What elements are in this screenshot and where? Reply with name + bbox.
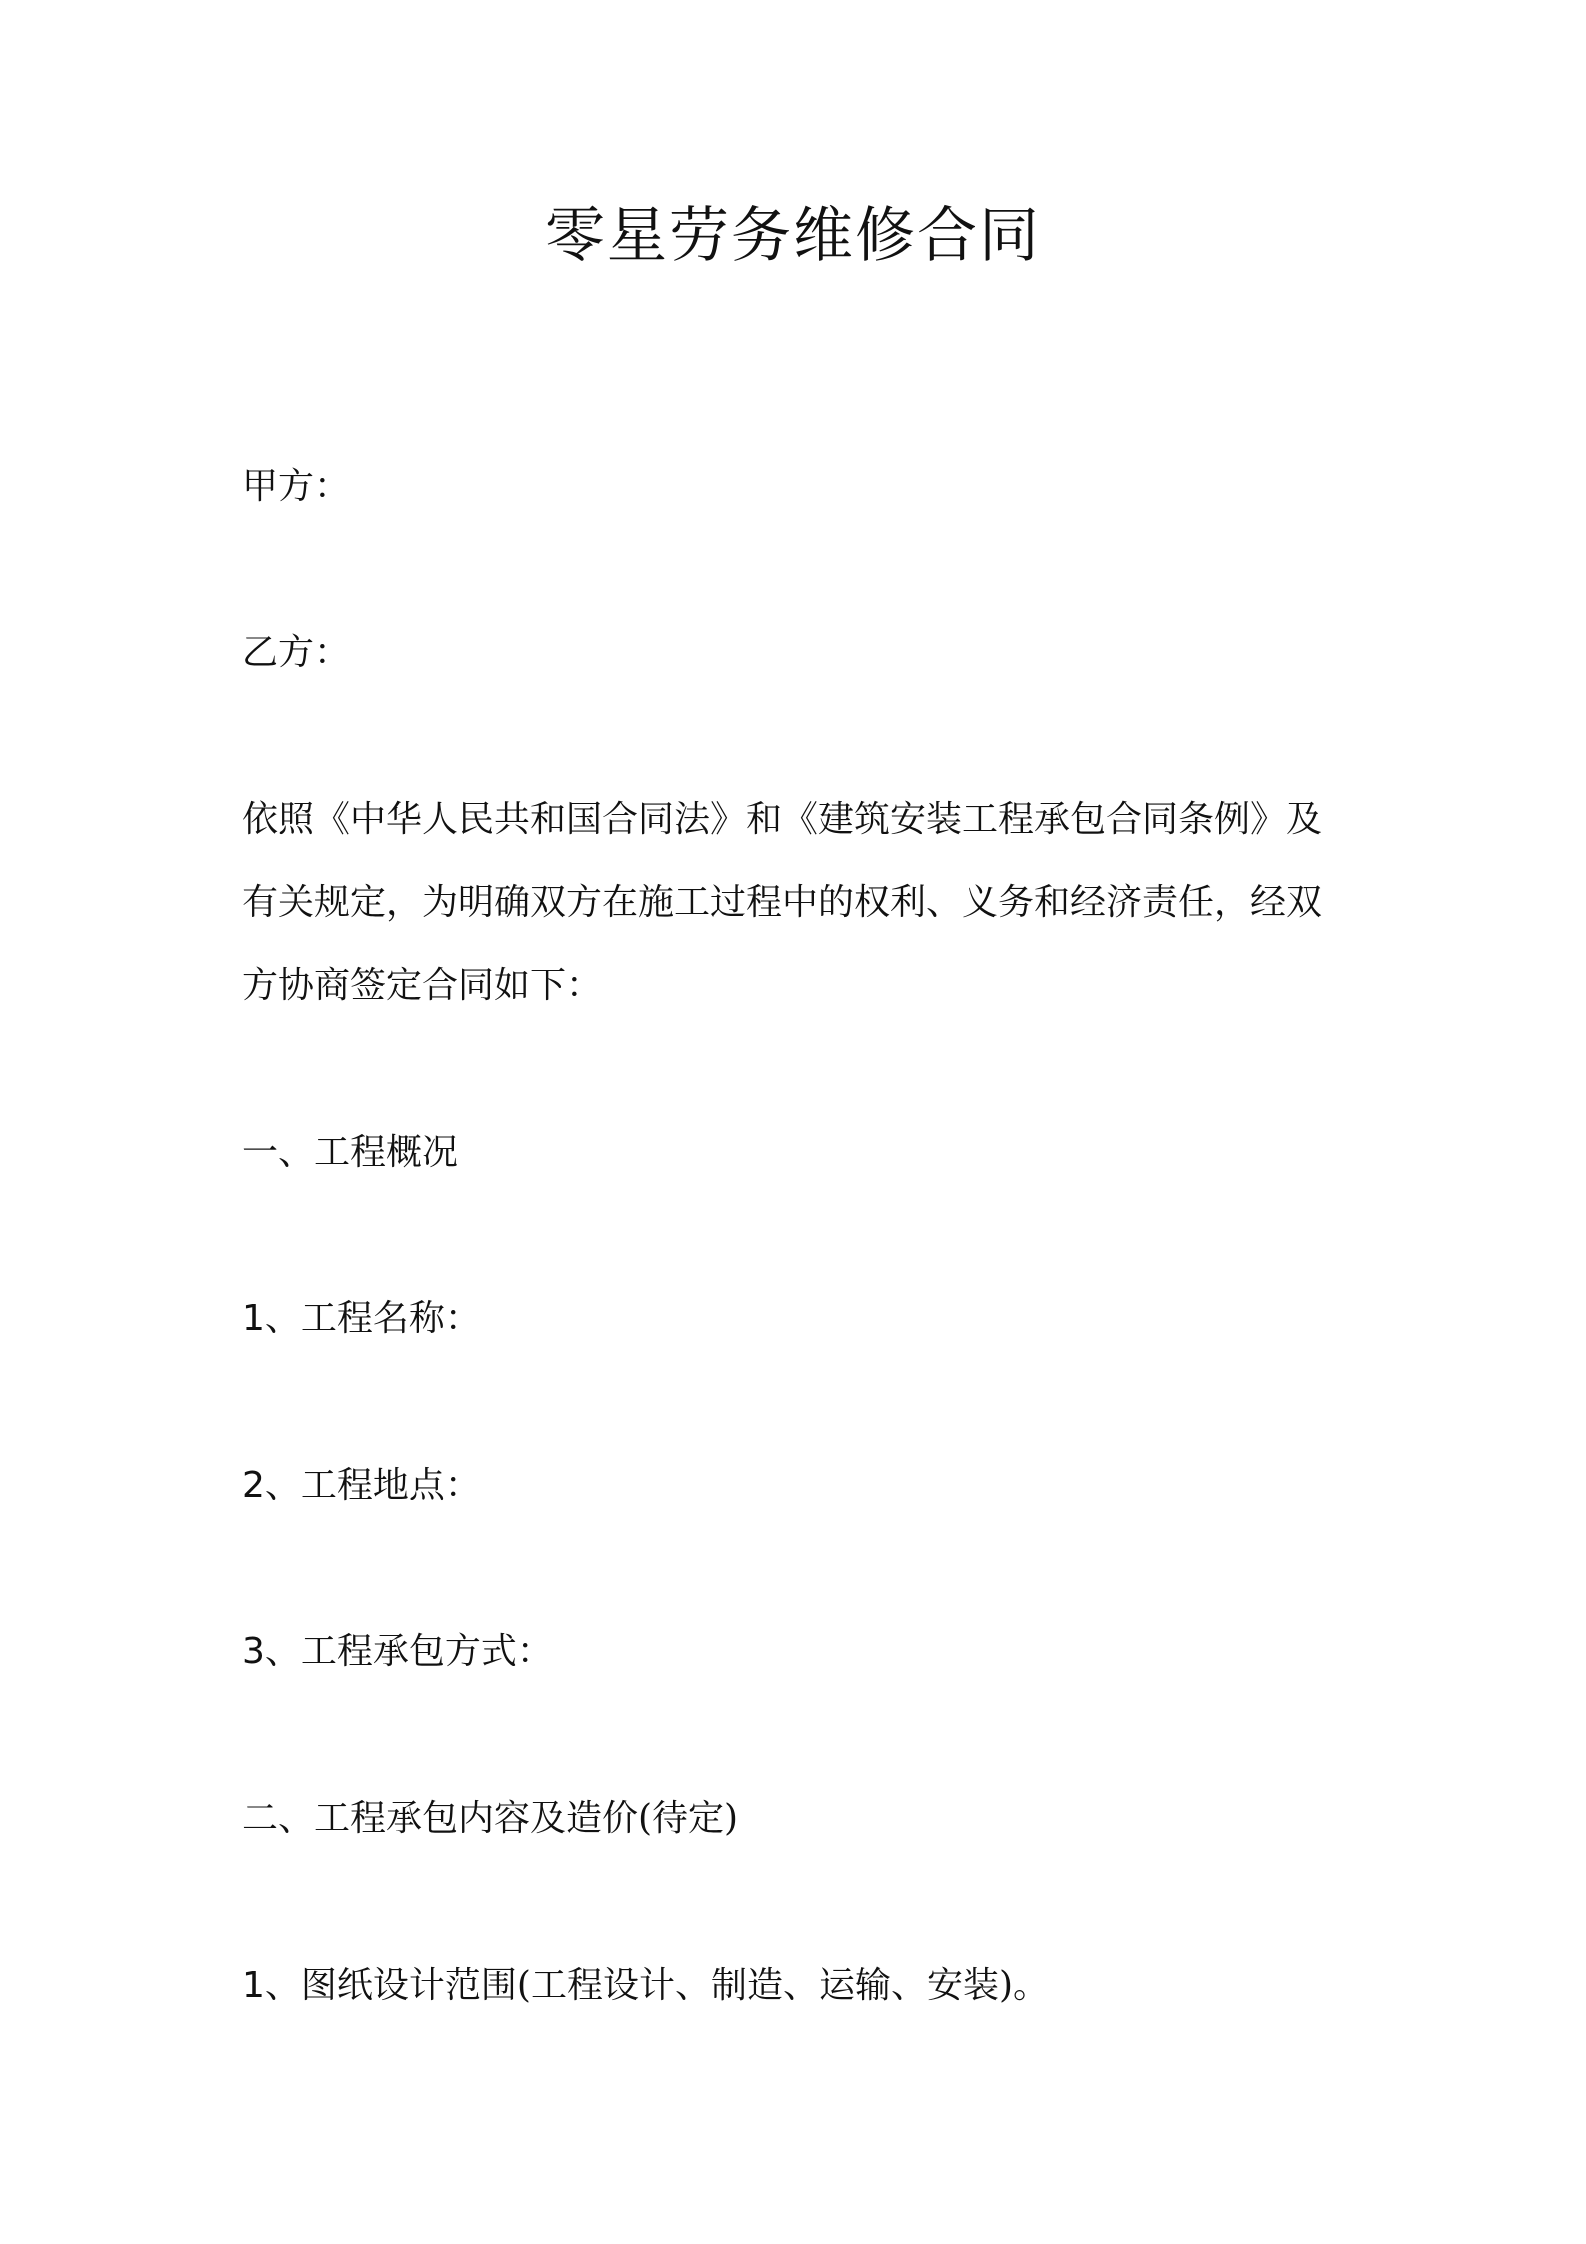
section-1-heading: 一、工程概况 xyxy=(242,1132,459,1173)
item-number: 1 xyxy=(242,1298,265,1339)
item-text: 、图纸设计范围(工程设计、制造、运输、安装)。 xyxy=(264,1965,1049,2006)
preamble-line-2: 有关规定，为明确双方在施工过程中的权利、义务和经济责任，经双 xyxy=(242,882,1323,923)
section-1-item-2 xyxy=(242,1461,481,1511)
party-a-label: 甲方： xyxy=(242,466,351,507)
preamble-line-3: 方协商签定合同如下： xyxy=(242,965,603,1006)
item-text: 、工程名称： xyxy=(264,1298,481,1339)
document-title: 零星劳务维修合同 xyxy=(545,201,1041,271)
party-b-label: 乙方： xyxy=(242,632,351,673)
section-2-item-1 xyxy=(242,1961,1049,2011)
item-text: 、工程承包方式： xyxy=(264,1631,553,1672)
section-2-heading: 二、工程承包内容及造价(待定) xyxy=(242,1798,739,1839)
preamble-line-1: 依照《中华人民共和国合同法》和《建筑安装工程承包合同条例》及 xyxy=(242,799,1323,840)
item-number: 1 xyxy=(242,1965,265,2006)
item-number: 2 xyxy=(242,1465,265,1506)
item-number: 3 xyxy=(242,1631,265,1672)
item-text: 、工程地点： xyxy=(264,1465,481,1506)
section-1-item-1 xyxy=(242,1294,481,1344)
section-1-item-3 xyxy=(242,1627,553,1677)
